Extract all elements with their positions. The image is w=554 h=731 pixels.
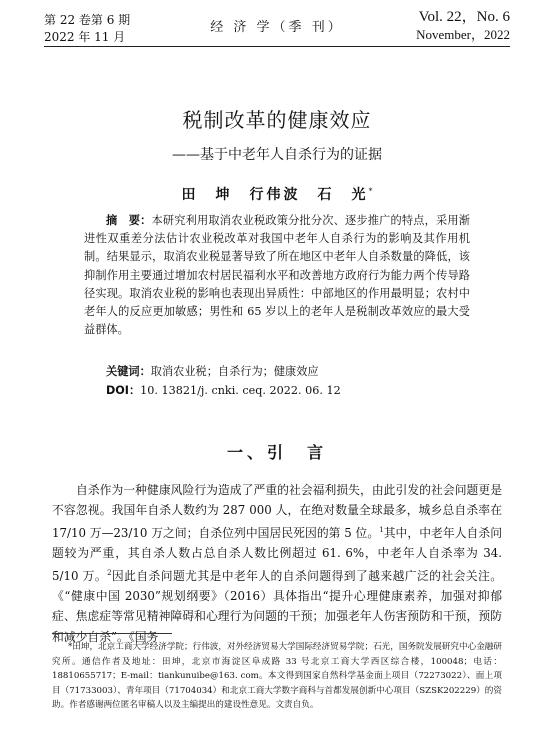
header-rule (44, 46, 510, 47)
doi-label: DOI： (106, 384, 141, 397)
author-names: 田 坤 行伟波 石 光 (181, 187, 369, 203)
abstract-label: 摘 要： (106, 214, 152, 227)
volume-issue-cn: 第 22 卷第 6 期 (44, 13, 131, 27)
body-text-3: 因此自杀问题尤其是中老年人的自杀问题得到了越来越广泛的社会关注。《“健康中国 2030”规划纲要》（2016）具体指出“提升心理健康素养，加强对抑郁症、焦虑症等常见精神障碍和心理行为问题的干预；加强老年人伤害预防和干预，预防和减少自杀”。《国务 (52, 569, 502, 644)
body-paragraph (52, 480, 502, 647)
article-title: 税制改革的健康效应 (182, 108, 372, 132)
header-right (416, 8, 510, 44)
volume-issue-en: Vol. 22，No. 6 (418, 9, 510, 25)
doi-value: 10. 13821/j. cnki. ceq. 2022. 06. 12 (140, 384, 341, 397)
date-en: November，2022 (416, 27, 510, 42)
section-heading: 一、引 言 (226, 443, 327, 462)
doi (106, 382, 341, 398)
date-cn: 2022 年 11 月 (44, 30, 126, 44)
author-footnote (52, 640, 502, 713)
abstract-text: 本研究利用取消农业税政策分批分次、逐步推广的特点，采用渐进性双重差分法估计农业税改革对我国中老年人自杀行为的影响及其作用机制。结果显示，取消农业税显著导致了所在地区中老年人自杀数量的降低，该抑制作用主要通过增加农村居民福利水平和改善地方政府行为能力两个传导路径实现。取消农业税的影响也表现出异质性：中部地区的作用最明显；农村中老年人的反应更加敏感；男性和 65 岁以上的老年人是税制改革效应的最大受益群体。 (84, 214, 470, 337)
body-text-1: 自杀作为一种健康风险行为造成了严重的社会福利损失，由此引发的社会问题更是不容忽视。我国年自杀人数约为 287 000 人，在绝对数量全球最多，城乡总自杀率在 17/10 万—23/10 万之间；自杀位列中国居民死因的第 5 位。 (52, 483, 502, 541)
journal-name: 经 济 学（季 刊） (210, 20, 344, 35)
author-line (0, 184, 554, 204)
author-footnote-mark: * (368, 186, 373, 196)
footnote-ref-1: 1 (379, 526, 384, 535)
keywords-text: 取消农业税；自杀行为；健康效应 (150, 365, 319, 378)
footnote-ref-2: 2 (107, 569, 112, 578)
footnote-text: 田坤，北京工商大学经济学院；行伟波，对外经济贸易大学国际经济贸易学院；石光，国务院发展研究中心金融研究所。通信作者及地址：田坤，北京市海淀区阜成路 33 号北京工商大学西区综合楼，100048；电话：18810655717；E-mail：tiankunuibe@163. com。本文得到国家自然科学基金面上项目（72273022）、面上项目（71733003）、青年项目（71704034）和北京工商大学数字商科与首都发展创新中心项目（SZSK202229）的资助。作者感谢两位匿名审稿人以及主编提出的建设性意见。文责自负。 (52, 642, 502, 711)
footnote-star: * (68, 642, 73, 652)
keywords-label: 关键词： (106, 365, 151, 378)
keywords (106, 363, 319, 379)
article-subtitle: ——基于中老年人自杀行为的证据 (172, 147, 382, 163)
abstract (84, 212, 470, 339)
body-text-2: 其中，中老年人自杀问题较为严重，其自杀人数占总自杀人数比例超过 61. 6%，中老年人自杀率为 34. 5/10 万。 (52, 526, 502, 584)
footnote-rule (52, 633, 172, 634)
